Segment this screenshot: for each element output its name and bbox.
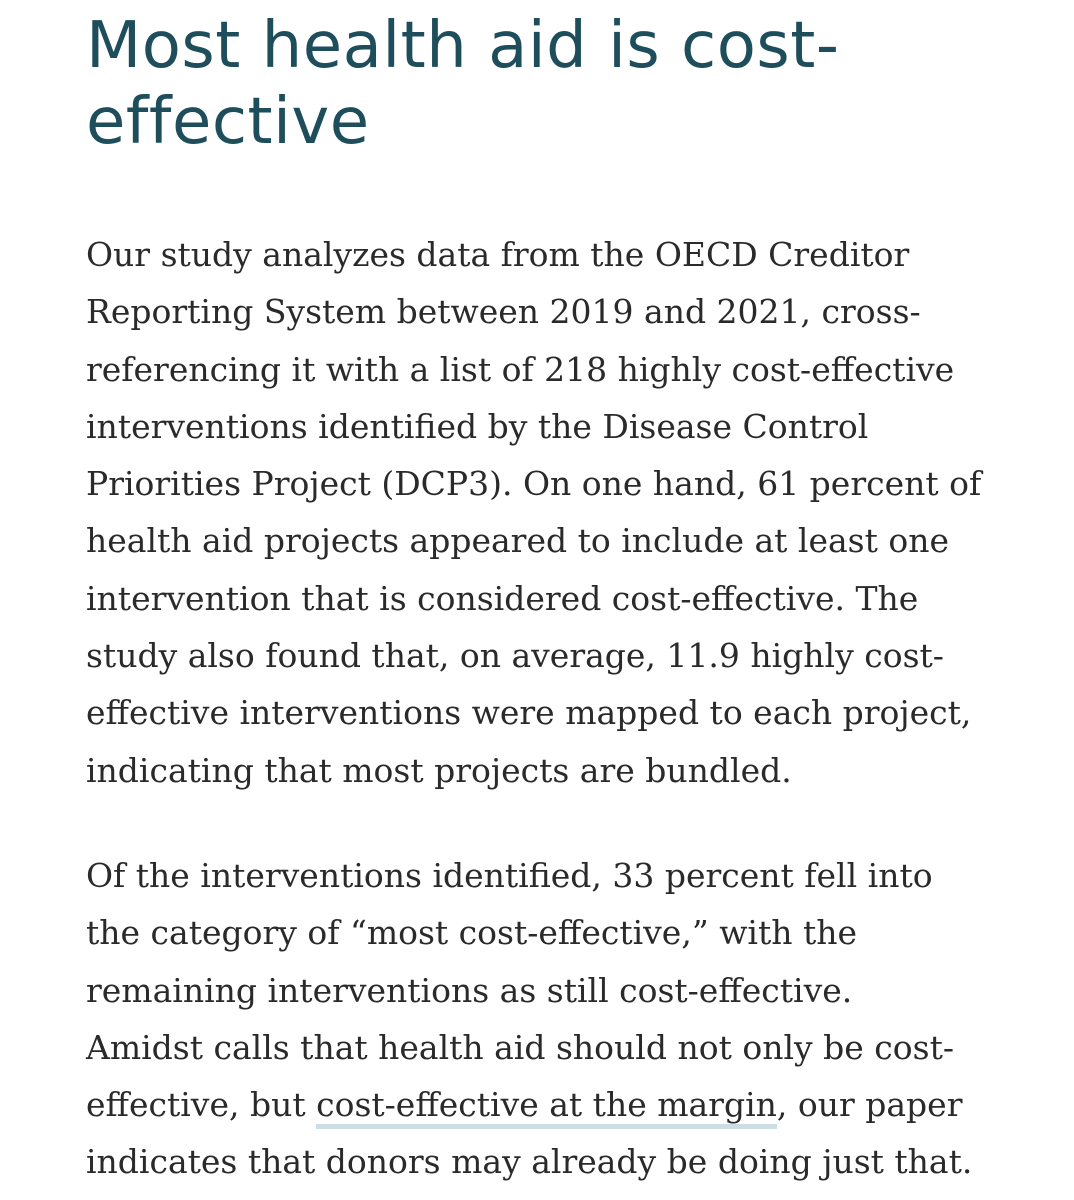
text-after-link: , our paper: [776, 1085, 963, 1125]
paragraph-line: effective interventions were mapped to each project,: [86, 693, 972, 733]
paragraph-line: health aid projects appeared to include at least one: [86, 521, 949, 561]
cost-effective-margin-link[interactable]: cost-effective at the margin: [316, 1085, 777, 1129]
paragraph-line: intervention that is considered cost-effective. The: [86, 578, 919, 618]
paragraph-line: Priorities Project (DCP3). On one hand, 61 percent of: [86, 464, 982, 504]
paragraph-line: Reporting System between 2019 and 2021, cross-: [86, 292, 921, 332]
paragraph-line-with-link: [86, 1076, 1006, 1133]
section-heading: [86, 8, 1006, 160]
paragraph-line: indicating that most projects are bundled.: [86, 750, 792, 790]
article: [86, 8, 1006, 1191]
paragraph-line: interventions identified by the Disease Control: [86, 406, 869, 446]
heading-line: effective: [86, 85, 370, 159]
paragraph-line: remaining interventions as still cost-effective.: [86, 970, 853, 1010]
paragraph-line: referencing it with a list of 218 highly cost-effective: [86, 349, 955, 389]
paragraph-line: Of the interventions identified, 33 percent fell into: [86, 855, 933, 895]
paragraph-line: Amidst calls that health aid should not only be cost-: [86, 1027, 954, 1067]
paragraph-study-overview: [86, 226, 1006, 799]
paragraph-line: indicates that donors may already be doing just that.: [86, 1142, 973, 1182]
paragraph-line: Our study analyzes data from the OECD Creditor: [86, 235, 910, 274]
paragraph-findings: [86, 847, 1006, 1191]
paragraph-line: the category of “most cost-effective,” with the: [86, 913, 858, 953]
paragraph-line: study also found that, on average, 11.9 highly cost-: [86, 636, 944, 676]
text-before-link: effective, but: [86, 1085, 317, 1125]
heading-line: Most health aid is cost-: [86, 9, 840, 83]
